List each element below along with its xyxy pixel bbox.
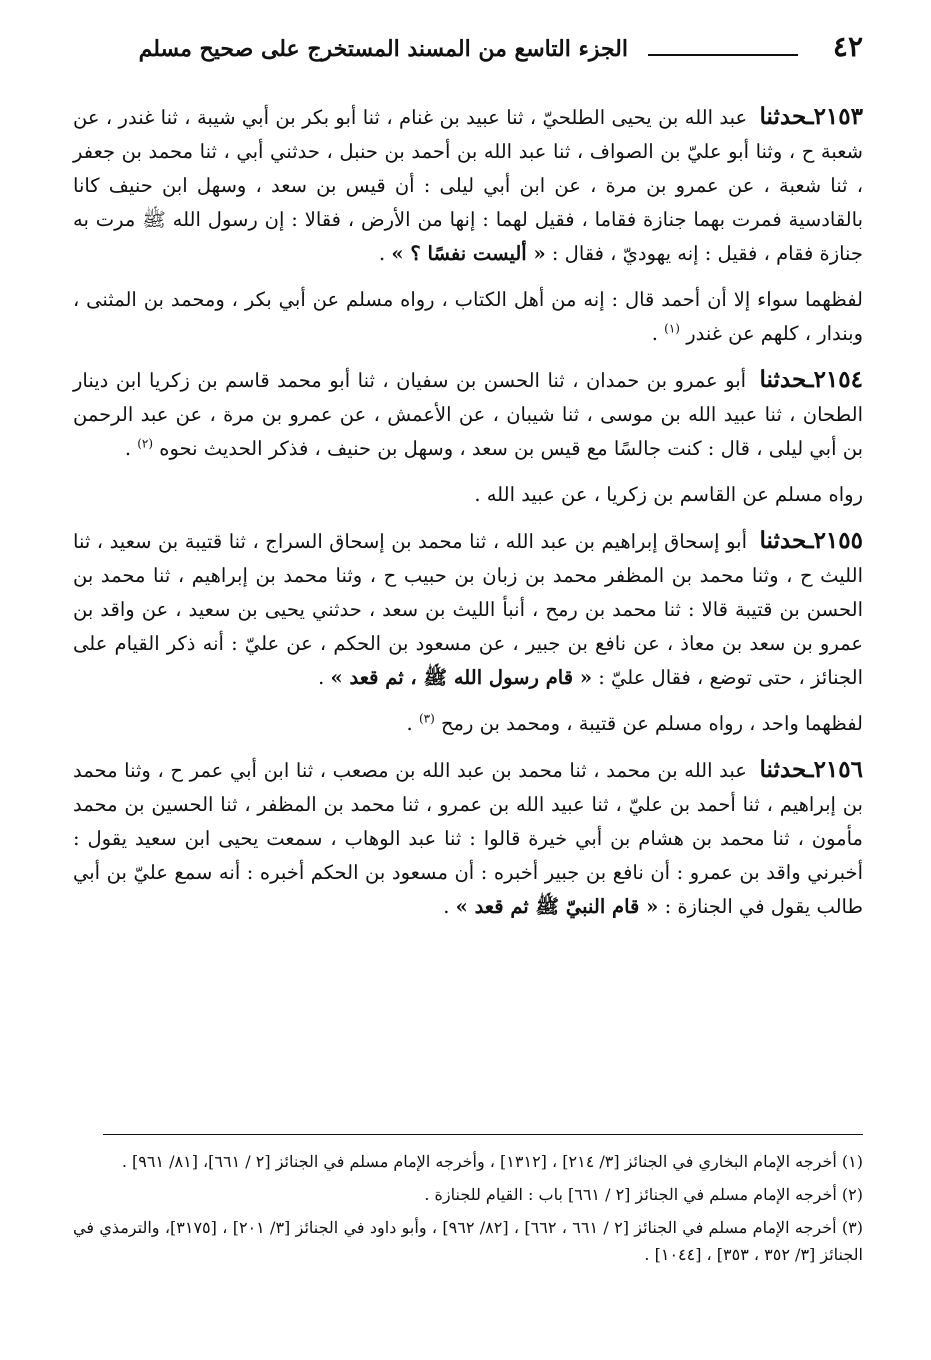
hadith-number: ٢١٥٤ـ xyxy=(806,366,863,393)
footnote-2 xyxy=(73,1181,863,1208)
sentence-end: . xyxy=(378,242,386,265)
hadith-2156 xyxy=(73,753,863,924)
footnote-3 xyxy=(73,1214,863,1268)
main-text xyxy=(73,100,863,936)
footnote-ref-1: (١) xyxy=(664,321,680,336)
hadith-text: أبو عمرو بن حمدان ، ثنا الحسن بن سفيان ، ثنا أبو محمد قاسم بن زكريا ابن دينار الطحان ، ثنا عبيد الله بن موسى ، ثنا شيبان ، عن الأعمش ، عن عمرو بن مرة ، عن عبد الرحمن بن أبي ليلى ، قال : كنت جالسًا مع قيس بن سعد ، وسهل بن حنيف ، فذكر الحديث نحوه xyxy=(73,369,863,460)
footnote-mark: (١) xyxy=(841,1152,863,1171)
note-2154 xyxy=(73,478,863,512)
hadith-text: عبد الله بن يحيى الطلحيّ ، ثنا عبيد بن غنام ، ثنا أبو بكر بن أبي شيبة ، ثنا غندر ، عن شعبة ح ، وثنا أبو عليّ بن الصواف ، ثنا عبد الله بن أحمد بن حنبل ، حدثني أبي ، ثنا محمد بن جعفر ، ثنا شعبة ، عن عمرو بن مرة ، عن ابن أبي ليلى : أن قيس بن سعد ، وسهل ابن حنيف كانا بالقادسية فمرت بهما جنازة فقاما ، فقيل لهما : إنها من الأرض ، فقالا : إن رسول الله ﷺ مرت به جنازة فقام ، فقيل : إنه يهوديّ ، فقال : xyxy=(73,106,863,265)
footnote-mark: (٢) xyxy=(841,1185,863,1204)
footnote-ref-2: (٢) xyxy=(137,436,154,451)
sentence-end: . xyxy=(124,437,132,460)
hadith-text: عبد الله بن محمد ، ثنا محمد بن عبد الله بن مصعب ، ثنا ابن أبي عمر ح ، وثنا محمد بن إبراهيم ، ثنا أحمد بن عليّ ، ثنا عبيد الله بن عمرو ، ثنا محمد بن المظفر ، ثنا الحسين بن محمد مأمون ، ثنا محمد بن هشام بن أبي خيرة قالوا : ثنا عبد الوهاب ، سمعت يحيى ابن سعيد يقول : أخبرني واقد بن عمرو : أن نافع بن جبير أخبره : أن مسعود بن الحكم أخبره : أنه سمع عليّ بن أبي طالب يقول في الجنازة : xyxy=(73,759,863,918)
note-2155 xyxy=(73,707,863,741)
hadith-number: ٢١٥٥ـ xyxy=(806,527,863,554)
footnote-mark: (٣) xyxy=(841,1218,863,1237)
hadith-quote: « قام رسول الله ﷺ ، ثم قعد » xyxy=(330,666,593,689)
hadith-2154 xyxy=(73,363,863,466)
hadith-lead: حدثنا xyxy=(759,756,807,783)
page-header xyxy=(63,30,863,74)
footnote-text: أخرجه الإمام البخاري في الجنائز [٣/ ٢١٤] ، [١٣١٢] ، وأخرجه الإمام مسلم في الجنائز [٢ / ٦٦١]، [٨١/ ٩٦١] . xyxy=(121,1152,837,1171)
hadith-quote: « قام النبيّ ﷺ ثم قعد » xyxy=(455,895,659,918)
hadith-lead: حدثنا xyxy=(759,366,807,393)
hadith-2155 xyxy=(73,524,863,695)
hadith-lead: حدثنا xyxy=(759,103,807,130)
hadith-quote: « أليست نفسًا ؟ » xyxy=(391,242,546,265)
hadith-number: ٢١٥٦ـ xyxy=(806,756,863,783)
page-number: ٤٢ xyxy=(832,30,863,63)
note-2153 xyxy=(73,283,863,351)
footnote-1 xyxy=(73,1148,863,1175)
sentence-end: . xyxy=(406,712,413,735)
footnotes xyxy=(73,1148,863,1274)
footnote-separator xyxy=(103,1134,863,1135)
hadith-2153 xyxy=(73,100,863,271)
running-title: الجزء التاسع من المسند المستخرج على صحيح مسلم xyxy=(138,36,628,62)
note-text: رواه مسلم عن القاسم بن زكريا ، عن عبيد الله . xyxy=(474,483,863,506)
hadith-text: أبو إسحاق إبراهيم بن عبد الله ، ثنا محمد بن إسحاق السراج ، ثنا قتيبة بن سعيد ، ثنا الليث ح ، وثنا محمد بن المظفر محمد بن زبان بن حبيب ح ، وثنا محمد بن إبراهيم ، ثنا محمد بن الحسن بن قتيبة قالا : ثنا محمد بن رمح ، أنبأ الليث بن سعد ، حدثني يحيى بن سعيد ، عن واقد بن عمرو بن سعد بن معاذ ، عن نافع بن جبير ، عن مسعود بن الحكم ، عن عليّ : أنه ذكر القيام على الجنائز ، حتى توضع ، فقال عليّ : xyxy=(73,530,863,689)
hadith-number: ٢١٥٣ـ xyxy=(806,103,863,130)
header-rule xyxy=(648,54,798,56)
sentence-end: . xyxy=(318,666,325,689)
hadith-lead: حدثنا xyxy=(759,527,807,554)
footnote-text: أخرجه الإمام مسلم في الجنائز [٢ / ٦٦١ ، ٦٦٢] ، [٨٢/ ٩٦٢] ، وأبو داود في الجنائز [٣/ ٢٠١] ، [٣١٧٥]، والترمذي في الجنائز [٣/ ٣٥٢ ، ٣٥٣] ، [١٠٤٤] . xyxy=(73,1218,863,1264)
sentence-end: . xyxy=(651,322,658,345)
footnote-ref-3: (٣) xyxy=(418,711,435,726)
note-text: لفظهما سواء إلا أن أحمد قال : إنه من أهل الكتاب ، رواه مسلم عن أبي بكر ، ومحمد بن المثنى ، وبندار ، كلهم عن غندر xyxy=(73,288,863,345)
footnote-text: أخرجه الإمام مسلم في الجنائز [٢ / ٦٦١] باب : القيام للجنازة . xyxy=(424,1185,837,1204)
note-text: لفظهما واحد ، رواه مسلم عن قتيبة ، ومحمد بن رمح xyxy=(440,712,863,735)
sentence-end: . xyxy=(443,895,450,918)
